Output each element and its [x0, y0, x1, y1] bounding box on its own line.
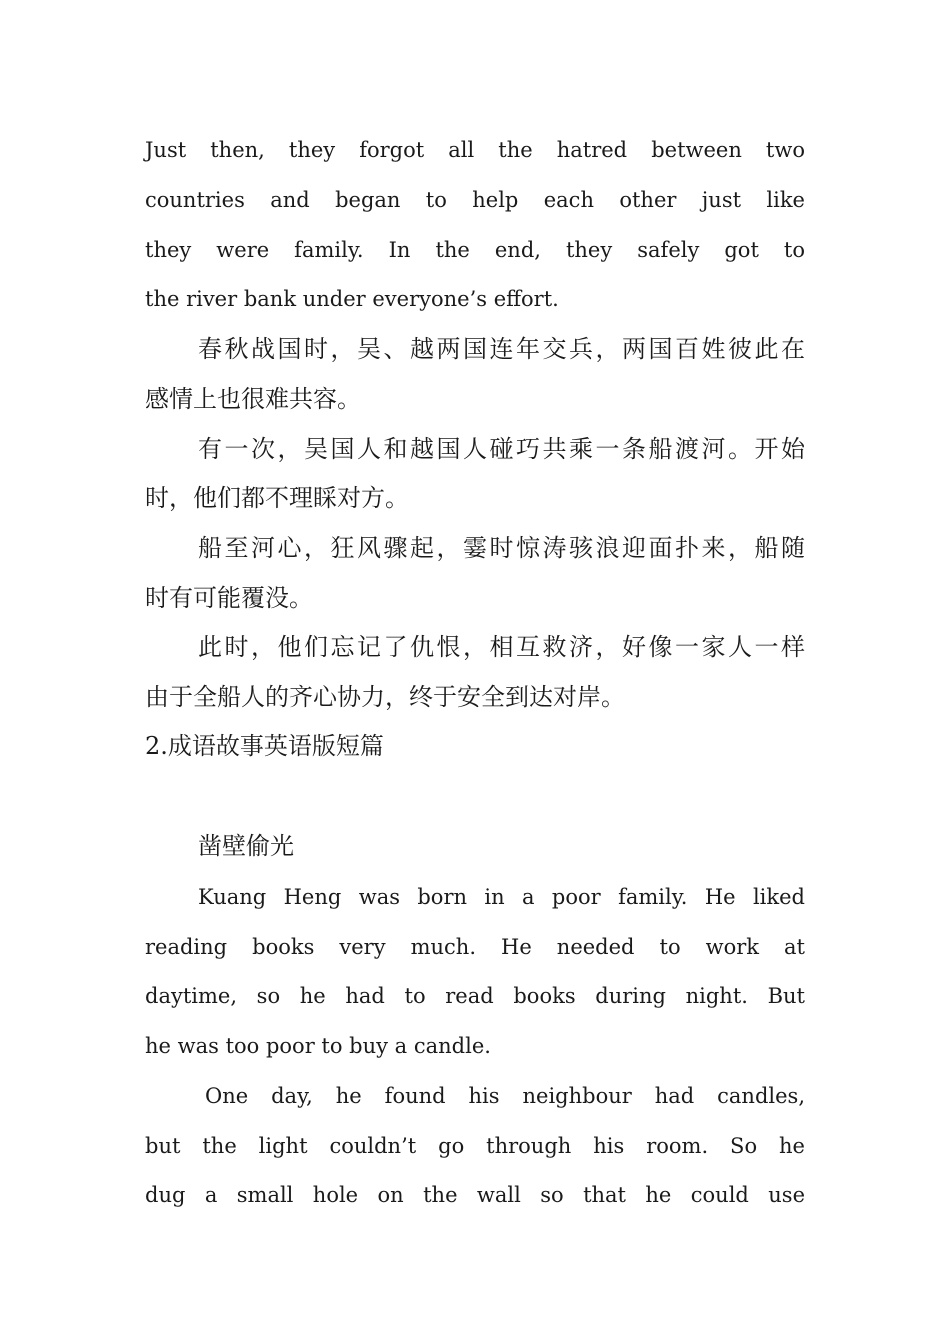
- text-line: daytime, so he had to read books during night. But: [145, 984, 805, 1008]
- text-line: 船至河心，狂风骤起，霎时惊涛骇浪迎面扑来，船随: [198, 534, 805, 562]
- text-line: Just then, they forgot all the hatred between two: [145, 138, 805, 162]
- text-line: Kuang Heng was born in a poor family. He liked: [198, 885, 805, 909]
- section-heading: 2.成语故事英语版短篇: [145, 732, 384, 760]
- text-line: the river bank under everyone’s effort.: [145, 287, 559, 311]
- story-title: 凿壁偷光: [198, 832, 294, 860]
- text-line: One day, he found his neighbour had candles,: [205, 1084, 805, 1108]
- text-line: 时有可能覆没。: [145, 584, 313, 612]
- text-line: reading books very much. He needed to work at: [145, 935, 805, 959]
- text-line: 感情上也很难共容。: [145, 385, 361, 413]
- text-line: 由于全船人的齐心协力，终于安全到达对岸。: [145, 683, 625, 711]
- text-line: dug a small hole on the wall so that he could use: [145, 1183, 805, 1207]
- text-line: they were family. In the end, they safely got to: [145, 238, 805, 262]
- text-line: 时，他们都不理睬对方。: [145, 484, 409, 512]
- text-line: he was too poor to buy a candle.: [145, 1034, 491, 1058]
- text-line: countries and began to help each other just like: [145, 188, 805, 212]
- text-line: but the light couldn’t go through his room. So he: [145, 1134, 805, 1158]
- text-line: 春秋战国时，吴、越两国连年交兵，两国百姓彼此在: [198, 335, 805, 363]
- text-line: 有一次，吴国人和越国人碰巧共乘一条船渡河。开始: [198, 435, 805, 463]
- text-line: 此时，他们忘记了仇恨，相互救济，好像一家人一样: [198, 633, 805, 661]
